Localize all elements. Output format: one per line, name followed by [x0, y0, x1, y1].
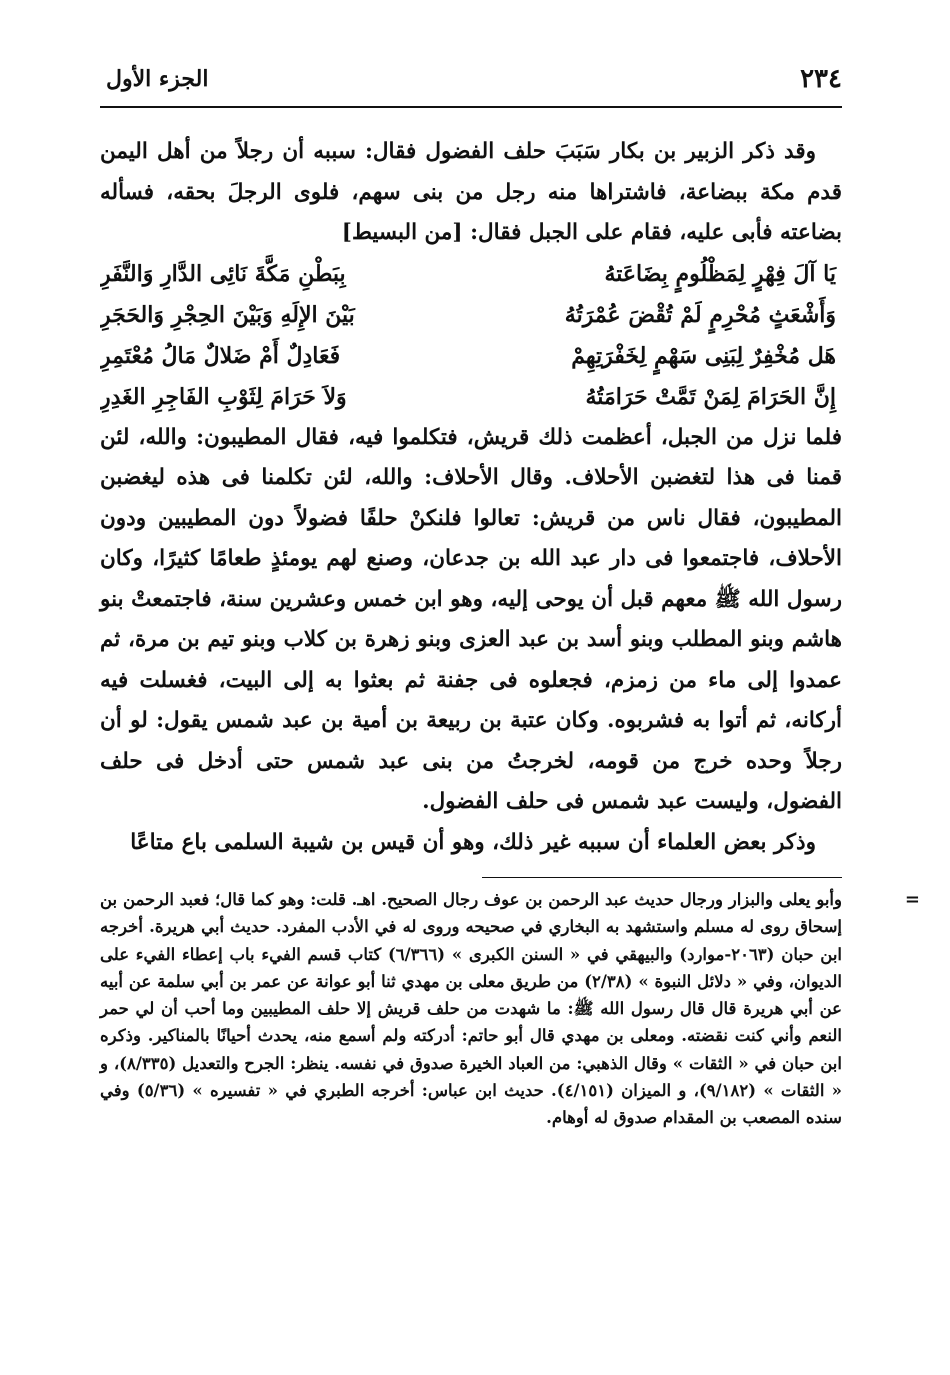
verse-first-hemistich: إِنَّ الحَرَامَ لِمَنْ تَمَّتْ حَرَامَتُهُ [585, 383, 836, 410]
main-text [100, 132, 842, 863]
footnote-rule [482, 877, 842, 878]
verse-first-hemistich: وَأَشْعَثٍ مُحْرِمٍ لَمْ تُقْضَ عُمْرَتُهُ [564, 301, 836, 328]
header-rule [100, 106, 842, 108]
verse-second-hemistich: بَيْنَ الإِلَهِ وَبَيْنَ الحِجْرِ وَالحَجَرِ [100, 301, 355, 328]
intro-text: وقد ذكر الزبير بن بكار سَبَبَ حلف الفضول فقال: سببه أن رجلاً من أهل اليمن قدم مكة ببضاعة، فاشتراها منه رجل من بنى سهم، فلوى الرجلَ بحقه، فسأله بضاعته فأبى عليه، فقام على الجبل فقال: [100, 139, 842, 245]
verse-first-hemistich: هَل مُخْفِرٌ لِبَنِى سَهْمٍ لِخَفْرَتِهِمْ [571, 342, 836, 369]
footnote [100, 886, 920, 1132]
volume-title: الجزء الأول [106, 66, 209, 92]
page-header [100, 62, 842, 106]
poem-verse-2 [100, 295, 842, 336]
verse-second-hemistich: وَلاَ حَرَامَ لِثَوْبِ الفَاجِرِ الغَدِرِ [100, 383, 347, 410]
page-number: ٢٣٤ [800, 64, 842, 94]
poem-verse-3 [100, 336, 842, 377]
verse-second-hemistich: فَعَادِلٌ أَمْ ضَلالٌ مَالُ مُعْتَمِرِ [100, 342, 341, 369]
last-paragraph: وذكر بعض العلماء أن سببه غير ذلك، وهو أن قيس بن شيبة السلمى باع متاعًا [130, 829, 816, 855]
footnote-continuation-mark: = [904, 889, 920, 910]
poem-meter: [من البسيط] [341, 220, 463, 245]
book-page [100, 62, 920, 1352]
footnote-text: وأبو يعلى والبزار ورجال حديث عبد الرحمن بن عوف رجال الصحيح. اهـ. قلت: وهو كما قال؛ فعبد الرحمن بن إسحاق روى له مسلم واستشهد به البخاري في صحيحه وروى له في الأدب المفرد. حديث أبي هريرة. أخرجه ابن حبان (٢٠٦٣-موارد) والبيهقي في « السنن الكبرى » (٦/٣٦٦) كتاب قسم الفيء باب إعطاء الفيء على الديوان، وفي « دلائل النبوة » (٢/٣٨) من طريق معلى بن مهدي ثنا أبو عوانة عن عمر بن أبي سلمة عن أبيه عن أبي هريرة قال قال رسول الله ﷺ: ما شهدت من حلف قريش إلا حلف المطيبين وما أحب أن لي حمر النعم وأني كنت نقضته. ومعلى بن مهدي قال أبو حاتم: أدركته ولم أسمع منه، يحدث أحيانًا بالمناكير. وذكره ابن حبان في « الثقات » وقال الذهبي: من العباد الخيرة صدوق في نفسه. ينظر: الجرح والتعديل (٨/٣٣٥)، و « الثقات » (٩/١٨٢)، و الميزان (٤/١٥١). حديث ابن عباس: أخرجه الطبري في « تفسيره » (٥/٣٦) وفي سنده المصعب بن المقدام صدوق له أوهام. [100, 890, 842, 1128]
verse-first-hemistich: يَا آلَ فِهْرٍ لِمَظْلُومٍ بِضَاعَتهُ [604, 260, 836, 287]
narrative-paragraph: فلما نزل من الجبل، أعظمت ذلك قريش، فتكلموا فيه، فقال المطيبون: والله، لئن قمنا فى هذا لتغضبن الأحلاف. وقال الأحلاف: والله، لئن تكلمنا فى هذه ليغضبن المطيبون، فقال ناس من قريش: تعالوا فلنكنْ حلفًا فضولاً دون المطيبين ودون الأحلاف، فاجتمعوا فى دار عبد الله بن جدعان، وصنع لهم يومئذٍ طعامًا كثيرًا، وكان رسول الله ﷺ معهم قبل أن يوحى إليه، وهو ابن خمس وعشرين سنة، فاجتمعتْ بنو هاشم وبنو المطلب وبنو أسد بن عبد العزى وبنو زهرة بن كلاب وبنو تيم بن مرة، ثم عمدوا إلى ماء من زمزم، فجعلوه فى جفنة ثم بعثوا به إلى البيت، فغسلت فيه أركانه، ثم أتوا به فشربوه. وكان عتبة بن ربيعة بن أمية بن عبد شمس يقول: لو أن رجلاً وحده خرج من قومه، لخرجتُ من بنى عبد شمس حتى أدخل فى حلف الفضول، وليست عبد شمس فى حلف الفضول. [100, 424, 842, 814]
verse-second-hemistich: بِبَطْنِ مَكَّةَ نَائِى الدَّارِ وَالنَّفَرِ [100, 260, 346, 287]
poem-verse-4 [100, 377, 842, 418]
intro-paragraph [100, 132, 842, 254]
poem [100, 254, 842, 418]
poem-verse-1 [100, 254, 842, 295]
